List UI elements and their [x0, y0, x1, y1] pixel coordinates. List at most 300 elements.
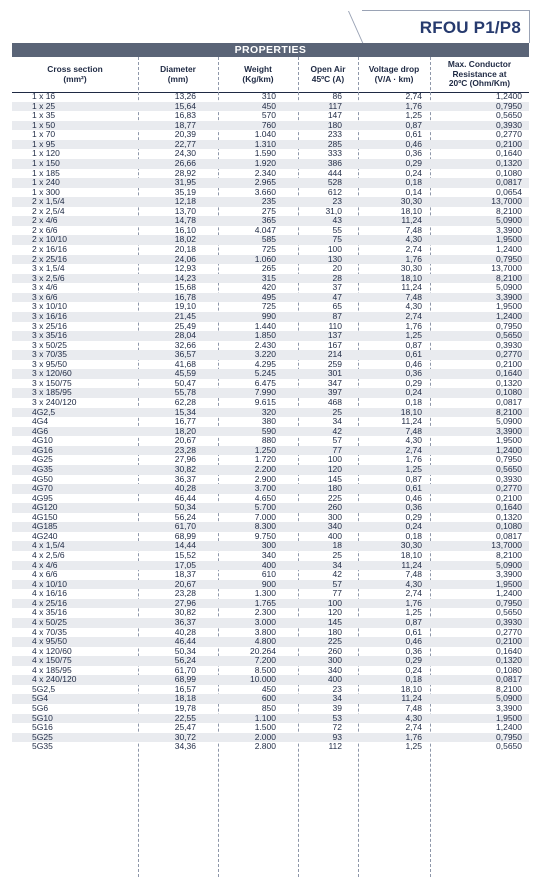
cell-cross-section: 4G150 — [32, 511, 58, 522]
table-header — [12, 57, 529, 92]
cell-voltage-drop: 18,10 — [400, 272, 422, 283]
cell-diameter: 20,67 — [174, 435, 196, 446]
cell-weight: 380 — [261, 416, 276, 427]
cell-voltage-drop: 1,25 — [405, 607, 422, 618]
cell-voltage-drop: 2,74 — [405, 588, 422, 599]
cell-cross-section: 1 x 35 — [32, 110, 56, 121]
header-resistance-line2: Resistance at — [452, 68, 507, 79]
cell-open-air: 34 — [332, 416, 342, 427]
cell-cross-section: 5G35 — [32, 741, 53, 752]
cell-open-air: 31,0 — [325, 205, 342, 216]
cell-open-air: 112 — [328, 741, 342, 752]
cell-open-air: 468 — [327, 397, 342, 407]
cell-diameter: 28,92 — [174, 167, 196, 178]
cell-diameter: 50,34 — [174, 645, 196, 656]
cell-resistance: 0,1640 — [496, 148, 522, 159]
cell-open-air: 42 — [332, 569, 342, 580]
cell-resistance: 3,3900 — [496, 425, 522, 436]
cell-weight: 2.430 — [254, 339, 276, 350]
cell-voltage-drop: 0,61 — [405, 626, 422, 637]
cell-weight: 1.310 — [254, 138, 276, 149]
cell-weight: 1.250 — [254, 444, 276, 455]
header-diameter-line2: (mm) — [167, 73, 189, 84]
cell-cross-section: 2 x 1,5/4 — [32, 196, 65, 207]
cell-diameter: 35,19 — [174, 186, 196, 197]
cell-diameter: 19,10 — [174, 301, 196, 312]
cell-resistance: 0,1080 — [496, 664, 522, 675]
cell-voltage-drop: 0,87 — [405, 616, 422, 627]
cell-diameter: 31,95 — [174, 177, 196, 188]
cell-cross-section: 3 x 150/75 — [32, 377, 72, 388]
cell-voltage-drop: 4,30 — [405, 712, 422, 723]
cell-resistance: 5,0900 — [496, 215, 522, 226]
cell-cross-section: 2 x 4/6 — [32, 215, 58, 226]
cell-voltage-drop: 1,25 — [405, 741, 422, 752]
cell-open-air: 25 — [332, 406, 342, 417]
cell-voltage-drop: 7,48 — [405, 224, 422, 235]
cell-voltage-drop: 4,30 — [405, 234, 422, 245]
cell-weight: 6.475 — [254, 377, 276, 388]
cell-open-air: 20 — [332, 263, 342, 274]
cell-cross-section: 1 x 150 — [32, 157, 60, 168]
cell-cross-section: 3 x 2,5/6 — [32, 272, 65, 283]
cell-voltage-drop: 0,18 — [405, 397, 422, 407]
cell-cross-section: 2 x 10/10 — [32, 234, 67, 245]
cell-voltage-drop: 0,24 — [405, 387, 422, 398]
table-row — [12, 742, 529, 752]
cell-weight: 3.000 — [254, 616, 276, 627]
cell-resistance: 0,3930 — [496, 473, 522, 484]
cell-weight: 265 — [261, 263, 276, 274]
cell-diameter: 14,23 — [174, 272, 196, 283]
header-voltage-drop-line2: (V/A · km) — [374, 73, 414, 84]
cell-cross-section: 2 x 2,5/4 — [32, 205, 65, 216]
cell-voltage-drop: 0,29 — [405, 157, 422, 168]
header-open-air-line2: 45ºC (A) — [311, 73, 345, 84]
cell-weight: 2.800 — [254, 741, 276, 752]
cell-resistance: 0,1320 — [496, 511, 522, 522]
header-cross-section — [12, 57, 138, 93]
cell-open-air: 340 — [327, 664, 342, 675]
cell-cross-section: 1 x 16 — [32, 91, 56, 101]
cell-weight: 1.850 — [254, 330, 276, 341]
cell-resistance: 0,1080 — [496, 521, 522, 532]
title-bar — [362, 10, 530, 43]
cell-diameter: 19,78 — [174, 703, 196, 713]
cell-open-air: 145 — [327, 616, 342, 627]
cell-resistance: 13,7000 — [491, 263, 522, 274]
cell-open-air: 18 — [332, 540, 342, 551]
cell-voltage-drop: 1,25 — [405, 110, 422, 121]
cell-cross-section: 5G2,5 — [32, 683, 56, 694]
cell-weight: 4.650 — [254, 492, 276, 503]
cell-voltage-drop: 0,87 — [405, 473, 422, 484]
cell-weight: 610 — [261, 569, 276, 580]
cell-voltage-drop: 0,36 — [405, 645, 422, 656]
cell-open-air: 180 — [327, 483, 342, 494]
cell-open-air: 130 — [327, 253, 342, 264]
cell-open-air: 225 — [327, 492, 342, 503]
cell-voltage-drop: 1,25 — [405, 330, 422, 341]
cell-weight: 310 — [261, 91, 276, 101]
header-cross-section-line2: (mm²) — [63, 73, 87, 84]
cell-voltage-drop: 11,24 — [401, 416, 422, 427]
cell-voltage-drop: 0,24 — [405, 521, 422, 532]
cell-weight: 585 — [261, 234, 276, 245]
cell-open-air: 120 — [327, 463, 342, 474]
cell-diameter: 30,82 — [174, 607, 196, 618]
cell-weight: 2.200 — [254, 463, 276, 474]
cell-diameter: 61,70 — [174, 521, 196, 532]
cell-resistance: 0,3930 — [496, 119, 522, 130]
cell-voltage-drop: 18,10 — [400, 683, 422, 694]
cell-cross-section: 4G240 — [32, 530, 58, 541]
cell-diameter: 25,49 — [174, 320, 196, 331]
cell-cross-section: 3 x 95/50 — [32, 358, 67, 369]
cell-open-air: 43 — [332, 215, 342, 226]
cell-resistance: 1,9500 — [496, 578, 522, 589]
cell-cross-section: 4 x 95/50 — [32, 636, 67, 647]
cell-resistance: 0,0654 — [496, 186, 522, 197]
cell-cross-section: 2 x 16/16 — [32, 244, 67, 254]
cell-diameter: 21,45 — [174, 310, 196, 321]
cell-weight: 9.615 — [254, 397, 276, 407]
cell-diameter: 36,37 — [174, 473, 196, 484]
cell-voltage-drop: 30,30 — [400, 263, 422, 274]
cell-voltage-drop: 18,10 — [400, 550, 422, 560]
cell-resistance: 0,0817 — [496, 530, 522, 541]
cell-weight: 9.750 — [254, 530, 276, 541]
cell-weight: 900 — [261, 578, 276, 589]
header-weight-line2: (Kg/km) — [242, 73, 274, 84]
cell-weight: 850 — [261, 703, 276, 713]
cell-diameter: 16,57 — [174, 683, 196, 694]
cell-cross-section: 3 x 240/120 — [32, 397, 77, 407]
cell-voltage-drop: 0,29 — [405, 511, 422, 522]
cell-open-air: 528 — [327, 177, 342, 188]
cell-cross-section: 4 x 25/16 — [32, 597, 67, 608]
cell-open-air: 100 — [327, 454, 342, 465]
cell-weight: 3.800 — [254, 626, 276, 637]
cell-resistance: 0,1080 — [496, 167, 522, 178]
cell-cross-section: 5G16 — [32, 722, 53, 733]
cell-diameter: 45,59 — [174, 368, 196, 379]
cell-weight: 1.440 — [254, 320, 276, 331]
cell-diameter: 14,44 — [174, 540, 196, 551]
cell-cross-section: 3 x 120/60 — [32, 368, 72, 379]
cell-weight: 1.500 — [254, 722, 276, 733]
cell-cross-section: 4G95 — [32, 492, 53, 503]
cell-resistance: 0,7950 — [496, 100, 522, 111]
cell-diameter: 12,93 — [174, 263, 196, 274]
header-resistance — [430, 57, 529, 93]
cell-open-air: 86 — [332, 91, 342, 101]
cell-resistance: 8,2100 — [496, 205, 522, 216]
header-diameter — [138, 57, 218, 93]
cell-cross-section: 3 x 6/6 — [32, 291, 58, 302]
cell-weight: 5.245 — [254, 368, 276, 379]
cell-weight: 450 — [261, 683, 276, 694]
cell-diameter: 14,78 — [174, 215, 196, 226]
cell-diameter: 32,66 — [174, 339, 196, 350]
cell-weight: 340 — [261, 550, 276, 560]
cell-weight: 320 — [261, 406, 276, 417]
cell-voltage-drop: 0,46 — [405, 492, 422, 503]
cell-open-air: 47 — [332, 291, 342, 302]
cell-cross-section: 3 x 35/16 — [32, 330, 67, 341]
cell-open-air: 72 — [332, 722, 342, 733]
cell-resistance: 0,2770 — [496, 483, 522, 494]
cell-diameter: 18,20 — [174, 425, 196, 436]
cell-cross-section: 1 x 95 — [32, 138, 56, 149]
cell-diameter: 24,30 — [174, 148, 196, 159]
cell-resistance: 0,5650 — [496, 463, 522, 474]
cell-open-air: 25 — [332, 550, 342, 560]
cell-weight: 7.000 — [254, 511, 276, 522]
cell-voltage-drop: 18,10 — [400, 205, 422, 216]
cell-resistance: 1,2400 — [496, 722, 522, 733]
cell-weight: 3.660 — [254, 186, 276, 197]
cell-diameter: 12,18 — [174, 196, 196, 207]
cell-open-air: 77 — [332, 588, 342, 599]
cell-open-air: 100 — [327, 244, 342, 254]
header-voltage-drop — [358, 57, 430, 93]
cell-diameter: 15,52 — [174, 550, 196, 560]
cell-open-air: 214 — [327, 349, 342, 360]
cell-weight: 880 — [261, 435, 276, 446]
cell-diameter: 56,24 — [174, 511, 196, 522]
header-open-air-line1: Open Air — [310, 64, 346, 74]
cell-open-air: 300 — [327, 655, 342, 666]
cell-resistance: 3,3900 — [496, 703, 522, 713]
cell-resistance: 1,2400 — [496, 310, 522, 321]
cell-open-air: 167 — [327, 339, 342, 350]
cell-diameter: 46,44 — [174, 636, 196, 647]
cell-weight: 495 — [261, 291, 276, 302]
cell-voltage-drop: 0,61 — [405, 129, 422, 140]
cell-resistance: 8,2100 — [496, 272, 522, 283]
cell-voltage-drop: 2,74 — [405, 244, 422, 254]
cell-weight: 235 — [261, 196, 276, 207]
cell-voltage-drop: 0,29 — [405, 377, 422, 388]
cell-diameter: 26,66 — [174, 157, 196, 168]
cell-diameter: 27,96 — [174, 454, 196, 465]
cell-resistance: 0,2100 — [496, 358, 522, 369]
cell-voltage-drop: 11,24 — [401, 282, 422, 293]
cell-weight: 5.700 — [254, 502, 276, 513]
cell-voltage-drop: 0,36 — [405, 368, 422, 379]
cell-weight: 570 — [261, 110, 276, 121]
cell-open-air: 75 — [332, 234, 342, 245]
cell-diameter: 50,47 — [174, 377, 196, 388]
cell-voltage-drop: 0,29 — [405, 655, 422, 666]
cell-open-air: 260 — [327, 645, 342, 656]
cell-resistance: 13,7000 — [491, 196, 522, 207]
cell-diameter: 30,82 — [174, 463, 196, 474]
cell-cross-section: 1 x 240 — [32, 177, 60, 188]
cell-cross-section: 4G25 — [32, 454, 53, 465]
cell-cross-section: 4G4 — [32, 416, 49, 427]
cell-open-air: 400 — [327, 674, 342, 685]
cell-resistance: 5,0900 — [496, 693, 522, 704]
cell-diameter: 18,37 — [174, 569, 196, 580]
cell-voltage-drop: 18,10 — [400, 406, 422, 417]
cell-resistance: 8,2100 — [496, 683, 522, 694]
cell-open-air: 87 — [332, 310, 342, 321]
cell-resistance: 0,2770 — [496, 129, 522, 140]
cell-cross-section: 4 x 4/6 — [32, 559, 58, 570]
cell-weight: 725 — [261, 301, 276, 312]
cell-voltage-drop: 7,48 — [405, 569, 422, 580]
cell-weight: 2.965 — [254, 177, 276, 188]
cell-resistance: 1,2400 — [496, 244, 522, 254]
cell-weight: 20.264 — [250, 645, 276, 656]
cell-open-air: 34 — [332, 693, 342, 704]
cell-voltage-drop: 2,74 — [405, 722, 422, 733]
cell-diameter: 34,36 — [174, 741, 196, 752]
cell-voltage-drop: 0,14 — [405, 186, 422, 197]
cell-voltage-drop: 0,46 — [405, 138, 422, 149]
cell-cross-section: 4 x 120/60 — [32, 645, 72, 656]
cell-resistance: 5,0900 — [496, 416, 522, 427]
cell-diameter: 68,99 — [174, 530, 196, 541]
cell-resistance: 0,5650 — [496, 741, 522, 752]
cell-open-air: 100 — [327, 597, 342, 608]
cell-cross-section: 3 x 1,5/4 — [32, 263, 65, 274]
cell-diameter: 20,67 — [174, 578, 196, 589]
cell-weight: 590 — [261, 425, 276, 436]
cell-diameter: 17,05 — [174, 559, 196, 570]
cell-open-air: 180 — [327, 626, 342, 637]
cell-cross-section: 1 x 185 — [32, 167, 60, 178]
cell-open-air: 39 — [332, 703, 342, 713]
cell-voltage-drop: 1,76 — [405, 454, 422, 465]
cell-cross-section: 4G10 — [32, 435, 53, 446]
cell-resistance: 0,7950 — [496, 320, 522, 331]
cell-weight: 4.047 — [254, 224, 276, 235]
cell-voltage-drop: 0,36 — [405, 148, 422, 159]
cell-cross-section: 1 x 300 — [32, 186, 60, 197]
cell-weight: 365 — [261, 215, 276, 226]
cell-resistance: 3,3900 — [496, 224, 522, 235]
cell-cross-section: 4 x 240/120 — [32, 674, 77, 685]
cell-voltage-drop: 0,46 — [405, 636, 422, 647]
cell-diameter: 25,47 — [174, 722, 196, 733]
cell-open-air: 53 — [332, 712, 342, 723]
cell-voltage-drop: 7,48 — [405, 703, 422, 713]
header-weight — [218, 57, 298, 93]
cell-voltage-drop: 4,30 — [405, 301, 422, 312]
cell-open-air: 65 — [332, 301, 342, 312]
cell-resistance: 0,1320 — [496, 655, 522, 666]
cell-voltage-drop: 7,48 — [405, 425, 422, 436]
cell-voltage-drop: 0,18 — [405, 530, 422, 541]
cell-voltage-drop: 1,76 — [405, 731, 422, 742]
cell-voltage-drop: 0,24 — [405, 167, 422, 178]
cell-diameter: 56,24 — [174, 655, 196, 666]
cell-open-air: 333 — [327, 148, 342, 159]
cell-open-air: 340 — [327, 521, 342, 532]
cell-resistance: 1,9500 — [496, 301, 522, 312]
cell-resistance: 0,7950 — [496, 731, 522, 742]
cell-weight: 8.500 — [254, 664, 276, 675]
header-diameter-line1: Diameter — [160, 64, 196, 74]
cell-resistance: 0,0817 — [496, 397, 522, 407]
cell-open-air: 42 — [332, 425, 342, 436]
cell-diameter: 40,28 — [174, 483, 196, 494]
cell-cross-section: 4G35 — [32, 463, 53, 474]
cell-open-air: 137 — [327, 330, 342, 341]
cell-resistance: 0,7950 — [496, 597, 522, 608]
cell-cross-section: 4G50 — [32, 473, 53, 484]
cell-open-air: 55 — [332, 224, 342, 235]
cell-cross-section: 4 x 50/25 — [32, 616, 67, 627]
cell-cross-section: 4G185 — [32, 521, 58, 532]
cell-cross-section: 3 x 50/25 — [32, 339, 67, 350]
cell-resistance: 0,1320 — [496, 377, 522, 388]
cell-resistance: 0,2100 — [496, 138, 522, 149]
cell-cross-section: 3 x 25/16 — [32, 320, 67, 331]
cell-cross-section: 1 x 25 — [32, 100, 56, 111]
cell-open-air: 285 — [327, 138, 342, 149]
cell-diameter: 15,68 — [174, 282, 196, 293]
cell-cross-section: 5G6 — [32, 703, 49, 713]
cell-resistance: 1,9500 — [496, 435, 522, 446]
cell-voltage-drop: 4,30 — [405, 578, 422, 589]
cell-resistance: 3,3900 — [496, 291, 522, 302]
cell-weight: 420 — [261, 282, 276, 293]
cell-resistance: 13,7000 — [491, 540, 522, 551]
cell-resistance: 0,3930 — [496, 616, 522, 627]
cell-open-air: 93 — [332, 731, 342, 742]
header-resistance-line1: Max. Conductor — [447, 59, 512, 70]
cell-cross-section: 1 x 120 — [32, 148, 60, 159]
cell-cross-section: 4 x 1,5/4 — [32, 540, 65, 551]
cell-cross-section: 4 x 70/35 — [32, 626, 67, 637]
cell-open-air: 77 — [332, 444, 342, 455]
page-title: RFOU P1/P8 — [419, 18, 521, 37]
cell-open-air: 117 — [328, 100, 342, 111]
cell-open-air: 233 — [327, 129, 342, 140]
cell-weight: 2.000 — [254, 731, 276, 742]
cell-weight: 4.800 — [254, 636, 276, 647]
cell-cross-section: 1 x 70 — [32, 129, 56, 140]
cell-diameter: 18,02 — [174, 234, 196, 245]
cell-resistance: 1,9500 — [496, 712, 522, 723]
cell-weight: 1.720 — [254, 454, 276, 465]
cell-voltage-drop: 11,24 — [401, 215, 422, 226]
header-resistance-line3: 20ºC (Ohm/Km) — [448, 78, 511, 89]
cell-open-air: 57 — [332, 578, 342, 589]
cell-diameter: 50,34 — [174, 502, 196, 513]
cell-voltage-drop: 0,36 — [405, 502, 422, 513]
cell-cross-section: 4G120 — [32, 502, 58, 513]
cell-diameter: 16,10 — [174, 224, 196, 235]
cell-diameter: 18,77 — [174, 119, 196, 130]
cell-cross-section: 5G25 — [32, 731, 53, 742]
cell-resistance: 5,0900 — [496, 282, 522, 293]
cell-weight: 7.990 — [254, 387, 276, 398]
cell-voltage-drop: 4,30 — [405, 435, 422, 446]
cell-open-air: 147 — [327, 110, 342, 121]
header-weight-line1: Weight — [244, 64, 272, 74]
cell-voltage-drop: 30,30 — [400, 196, 422, 207]
cell-cross-section: 3 x 4/6 — [32, 282, 58, 293]
cell-resistance: 3,3900 — [496, 569, 522, 580]
cell-voltage-drop: 7,48 — [405, 291, 422, 302]
cell-open-air: 225 — [327, 636, 342, 647]
cell-voltage-drop: 2,74 — [405, 444, 422, 455]
